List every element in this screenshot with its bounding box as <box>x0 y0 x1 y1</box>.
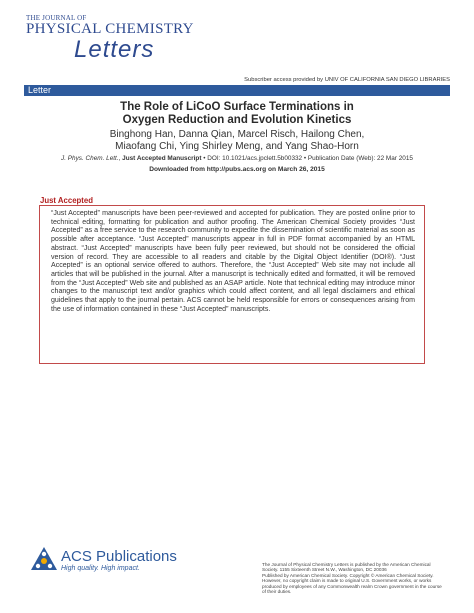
author-list-line-2: Miaofang Chi, Ying Shirley Meng, and Yang Shao-Horn <box>115 141 359 152</box>
citation-status: Just Accepted Manuscript <box>122 155 202 162</box>
footer-line: Published by American Chemical Society. Copyright © American Chemical Society. <box>262 572 434 578</box>
just-accepted-heading: Just Accepted <box>40 196 94 205</box>
access-notice: Subscriber access provided by UNIV OF CALIFORNIA SAN DIEGO LIBRARIES <box>244 77 450 83</box>
acs-logo-icon <box>30 546 58 572</box>
journal-logo-line1: THE JOURNAL OF <box>26 14 87 22</box>
journal-logo-line2: PHYSICAL CHEMISTRY <box>26 21 194 37</box>
footer-line: However, no copyright claim is made to original U.S. Government works, or works <box>262 578 432 584</box>
author-list-line-1: Binghong Han, Danna Qian, Marcel Risch, Hailong Chen, <box>109 129 365 140</box>
citation-details: • DOI: 10.1021/acs.jpclett.5b00332 • Publication Date (Web): 22 Mar 2015 <box>201 155 413 162</box>
article-title-line-2: Oxygen Reduction and Evolution Kinetics <box>122 114 352 126</box>
citation-journal: J. Phys. Chem. Lett. <box>61 155 119 162</box>
acs-tagline: High quality. High impact. <box>61 565 140 572</box>
footer-line: Society. 1155 Sixteenth Street N.W., Washington, DC 20036 <box>262 567 387 573</box>
publisher-footer <box>262 562 452 594</box>
article-type-banner <box>24 85 450 96</box>
acs-publications-logo[interactable] <box>30 546 230 576</box>
article-type-label: Letter <box>28 85 52 95</box>
journal-logo-line3: Letters <box>74 36 155 63</box>
citation-line: J. Phys. Chem. Lett., Just Accepted Manuscript • DOI: 10.1021/acs.jpclett.5b00332 • Publication Date (Web): 22 Mar 2015 <box>61 155 413 162</box>
article-title-line-1: The Role of LiCoO Surface Terminations in <box>120 101 354 113</box>
just-accepted-text: “Just Accepted” manuscripts have been peer-reviewed and accepted for publication. They are posted online prior to technical editing, formatting for publication and author proofing. The American Chemical Society provides “Just Accepted” as a free service to the research community to expedite the dissemination of scientific material as soon as possible after acceptance. “Just Accepted” manuscripts appear in full in PDF format accompanied by an HTML abstract. “Just Accepted” manuscripts have been fully peer reviewed, but should not be considered the official version of record. They are accessible to all readers and citable by the Digital Object Identifier (DOI®). “Just Accepted” is an optional service offered to authors. Therefore, the “Just Accepted” Web site may not include all articles that will be published in the journal. After a manuscript is technically edited and formatted, it will be removed from the “Just Accepted” Web site and published as an ASAP article. Note that technical editing may introduce minor changes to the manuscript text and/or graphics which could affect content, and all legal disclaimers and ethical guidelines that apply to the journal pertain. ACS cannot be held responsible for errors or consequences arising from the use of information contained in these “Just Accepted” manuscripts. <box>51 210 415 313</box>
journal-logo[interactable] <box>24 14 194 74</box>
acs-publications-name: ACS Publications <box>61 548 177 565</box>
footer-line: of their duties. <box>262 589 292 595</box>
footer-line: produced by employees of any Commonwealth realm Crown government in the course <box>262 583 442 589</box>
just-accepted-box <box>39 205 425 364</box>
footer-line: The Journal of Physical Chemistry Letters is published by the American Chemical <box>262 562 431 567</box>
download-notice[interactable]: Downloaded from http://pubs.acs.org on March 26, 2015 <box>149 166 325 173</box>
